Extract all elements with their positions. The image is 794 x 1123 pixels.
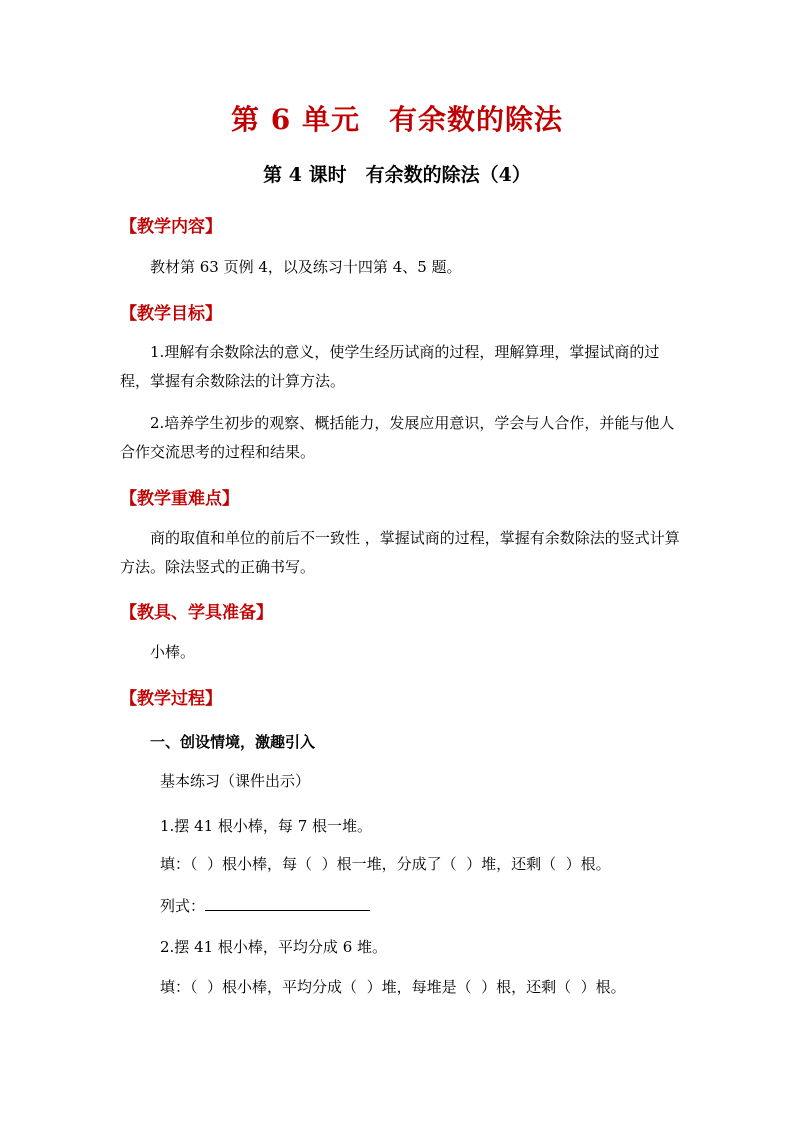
step-1-heading: 一、创设情境，激趣引入 (150, 733, 316, 751)
lesson-subtitle: 第 4 课时 有余数的除法（4） (263, 164, 531, 186)
formula-label: 列式： (160, 897, 206, 915)
tools-heading: 【教具、学具准备】 (120, 603, 273, 623)
question-1: 1.摆 41 根小棒，每 7 根一堆。 (160, 817, 373, 835)
teaching-goal-2: 2.培养学生初步的观察、概括能力，发展应用意识，学会与人合作，并能与他人合作交流思考的过程和结果。 (120, 414, 675, 461)
process-heading: 【教学过程】 (120, 689, 222, 709)
teaching-content-text: 教材第 63 页例 4，以及练习十四第 4、5 题。 (150, 258, 462, 276)
key-points-text: 商的取值和单位的前后不一致性 ，掌握试商的过程，掌握有余数除法的竖式计算方法。除法竖式的正确书写。 (120, 529, 680, 576)
key-points-heading: 【教学重难点】 (120, 489, 239, 509)
tools-text: 小棒。 (150, 643, 196, 661)
question-1-formula (160, 895, 370, 916)
question-2: 2.摆 41 根小棒，平均分成 6 堆。 (160, 938, 388, 956)
question-2-fill: 填：（ ）根小棒，平均分成（ ）堆，每堆是（ ）根，还剩（ ）根。 (160, 978, 626, 996)
teaching-content-heading: 【教学内容】 (120, 217, 222, 237)
teaching-goals-heading: 【教学目标】 (120, 304, 222, 324)
basic-practice-label: 基本练习（课件出示） (160, 772, 311, 790)
answer-blank-line (205, 896, 370, 911)
teaching-goal-1: 1.理解有余数除法的意义，使学生经历试商的过程，理解算理，掌握试商的过程，掌握有余数除法的计算方法。 (120, 343, 660, 390)
unit-title: 第 6 单元 有余数的除法 (231, 103, 563, 136)
question-1-fill: 填：（ ）根小棒，每（ ）根一堆，分成了（ ）堆，还剩（ ）根。 (160, 855, 611, 873)
